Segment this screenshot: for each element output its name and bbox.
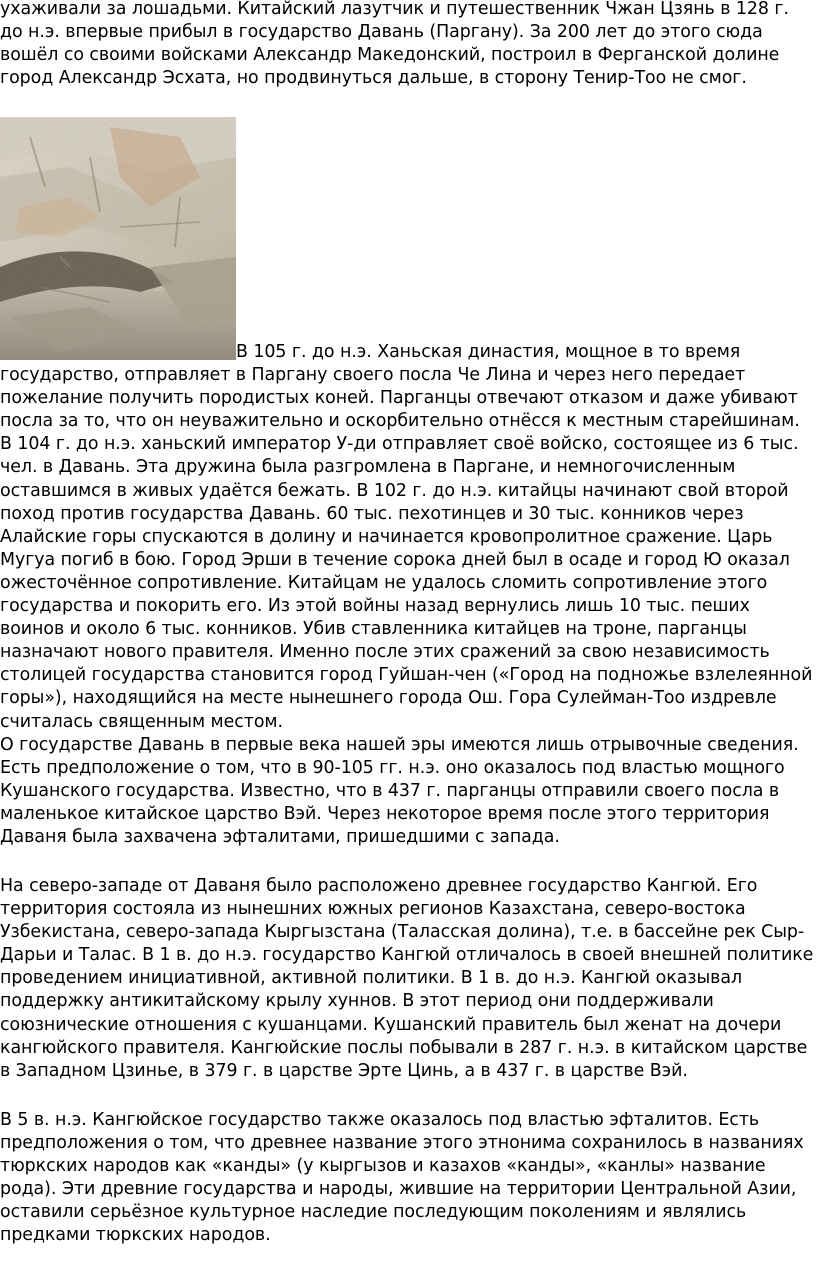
rock-petroglyph-photo — [0, 117, 236, 360]
paragraph-intro: ухаживали за лошадьми. Китайский лазутчик и путешественник Чжан Цзянь в 128 г. до н.э. впервые прибыл в государство Давань (Паргану). За 200 лет до этого сюда вошёл со своими войсками Александр Македонский, построил в Ферганской долине город Александр Эсхата, но продвинуться дальше, в сторону Тенир-Тоо не смог. — [0, 0, 789, 89]
paragraph-han-campaign-text: В 105 г. до н.э. Ханьская династия, мощное в то время государство, отправляет в Паргану своего посла Че Лина и через него передает пожелание получить породистых коней. Парганцы отвечают отказом и даже убивают посла за то, что он неуважительно и оскорбительно отнёсся к местным старейшинам. В 104 г. до н.э. ханьский император У-ди отправляет своё войско, состоящее из 6 тыс. чел. в Давань. Эта дружина была разгромлена в Паргане, и немногочисленным оставшимся в живых удаётся бежать. В 102 г. до н.э. китайцы начинают свой второй поход против государства Давань. 60 тыс. пехотинцев и 30 тыс. конников через Алайские горы спускаются в долину и начинается кровопролитное сражение. Царь Мугуа погиб в бою. Город Эрши в течение сорока дней был в осаде и город Ю оказал ожесточённое сопротивление. Китайцам не удалось сломить сопротивление этого государства и покорить его. Из этой войны назад вернулись лишь 10 тыс. пеших воинов и около 6 тыс. конников. Убив ставленника китайцев на троне, парганцы назначают нового правителя. Именно после этих сражений за свою независимость столицей государства становится город Гуйшан-чен («Город на подножье взлелеянной горы»), находящийся на месте нынешнего города Ош. Гора Сулейман-Тоо издревле считалась священным местом. — [0, 342, 813, 732]
paragraph-kangyui: На северо-западе от Даваня было расположено древнее государство Кангюй. Его территория состояла из нынешних южных регионов Казахстана, северо-востока Узбекистана, северо-запада Кыргызстана (Таласская долина), т.е. в бассейне рек Сыр-Дарьи и Талас. В 1 в. до н.э. государство Кангюй отличалось в своей внешней политике проведением инициативной, активной политики. В 1 в. до н.э. Кангюй оказывал поддержку антикитайскому крылу хуннов. В этот период они поддерживали союзнические отношения с кушанцами. Кушанский правитель был женат на дочери кангюйского правителя. Кангюйские послы побывали в 287 г. н.э. в китайском царстве в Западном Цзинье, в 379 г. в царстве Эрте Цинь, а в 437 г. в царстве Вэй. — [0, 876, 814, 1081]
paragraph-ephthalites: В 5 в. н.э. Кангюйское государство также оказалось под властью эфталитов. Есть предположения о том, что древнее название этого этнонима сохранилось в названиях тюркских народов как «канды» (у кыргызов и казахов «канды», «канлы» название рода). Эти древние государства и народы, жившие на территории Центральной Азии, оставили серьёзное культурное наследие последующим поколениям и являлись предками тюркских народов. — [0, 1110, 804, 1246]
paragraph-davan-kushan: О государстве Давань в первые века нашей эры имеются лишь отрывочные сведения. Есть предположение о том, что в 90-105 гг. н.э. оно оказалось под властью мощного Кушанского государства. Известно, что в 437 г. парганцы отправили своего посла в маленькое китайское царство Вэй. Через некоторое время после этого территория Даваня была захвачена эфталитами, пришедшими с запада. — [0, 735, 799, 848]
image-indent — [0, 356, 236, 357]
rock-photo-graphic — [0, 117, 236, 360]
paragraph-han-campaign — [0, 341, 816, 734]
